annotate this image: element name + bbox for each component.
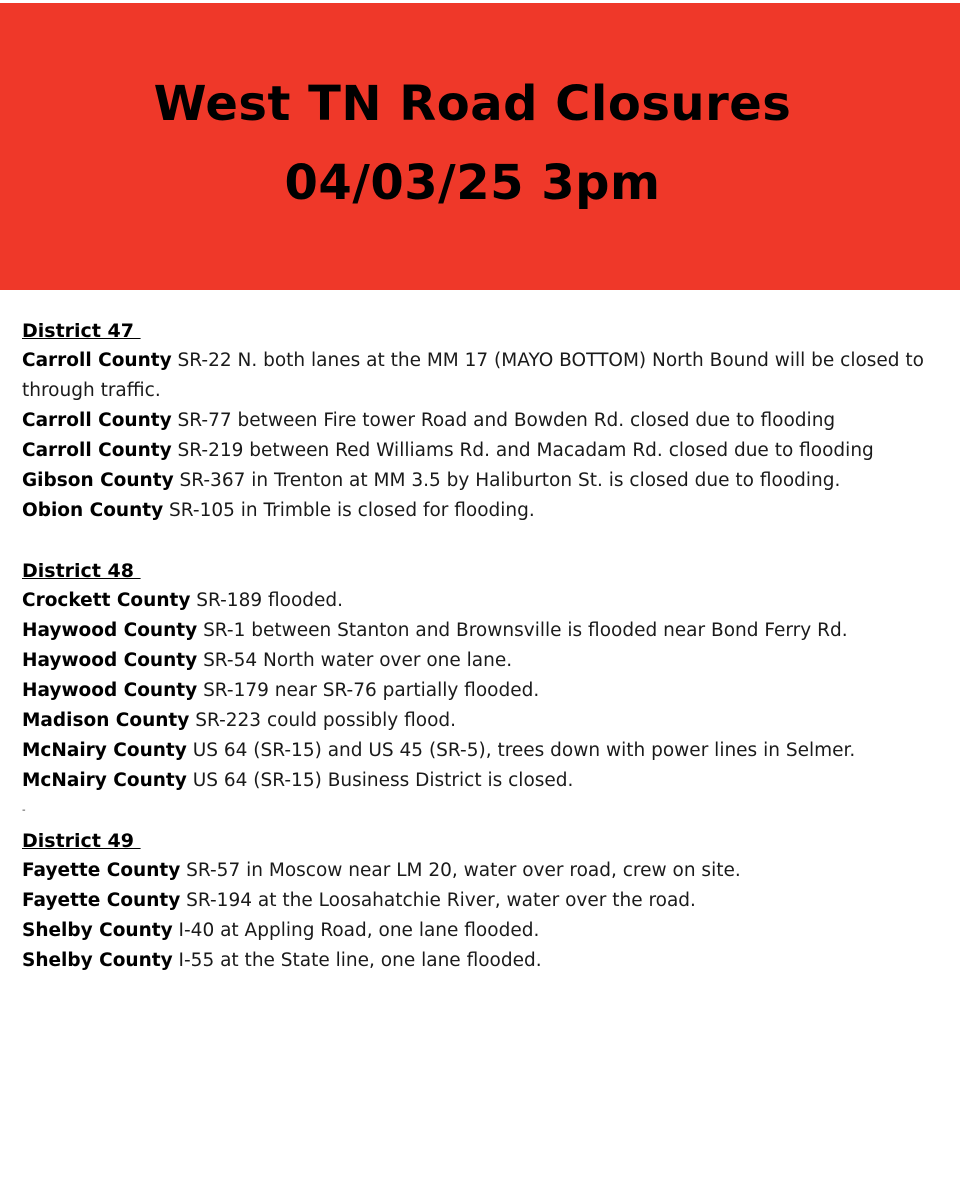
closure-entry [22,676,952,706]
closure-entry [22,886,952,916]
district-heading: District 48 [22,560,141,582]
district-heading: District 49 [22,830,141,852]
closure-text: SR-22 N. both lanes at the MM 17 (MAYO BOTTOM) North Bound will be closed to through traffic. [22,350,925,401]
county-name: Obion County [22,500,164,521]
closure-entry [22,736,952,766]
county-name: Shelby County [22,950,173,971]
closure-entry [22,616,952,646]
closure-text: I-40 at Appling Road, one lane flooded. [172,920,540,941]
closure-text: SR-77 between Fire tower Road and Bowden Rd. closed due to flooding [171,410,836,431]
district-49-section [22,826,952,976]
county-name: Carroll County [22,410,172,431]
closure-entry [22,706,952,736]
closure-text: SR-105 in Trimble is closed for flooding. [163,500,535,521]
closure-entry [22,586,952,616]
closure-entry [22,856,952,886]
district-heading: District 47 [22,320,141,342]
county-name: Haywood County [22,620,198,641]
closure-text: SR-223 could possibly flood. [189,710,457,731]
closures-list [22,316,952,976]
county-name: Fayette County [22,860,181,881]
closure-entry [22,646,952,676]
county-name: Shelby County [22,920,173,941]
district-47-section [22,316,952,526]
closure-text: SR-219 between Red Williams Rd. and Macadam Rd. closed due to flooding [171,440,874,461]
county-name: Haywood County [22,680,198,701]
county-name: McNairy County [22,770,187,791]
stray-dash-mark: - [22,805,26,816]
closure-text: SR-194 at the Loosahatchie River, water over the road. [180,890,696,911]
section-spacer [22,796,952,826]
closure-text: SR-179 near SR-76 partially flooded. [197,680,540,701]
title-banner [0,0,960,290]
closure-entry [22,946,952,976]
county-name: McNairy County [22,740,187,761]
banner-date: 04/03/25 3pm [284,155,661,211]
closure-text: US 64 (SR-15) and US 45 (SR-5), trees down with power lines in Selmer. [186,740,856,761]
closure-entry [22,346,952,406]
county-name: Crockett County [22,590,191,611]
county-name: Carroll County [22,440,172,461]
county-name: Gibson County [22,470,174,491]
county-name: Fayette County [22,890,181,911]
closure-entry [22,436,952,466]
county-name: Carroll County [22,350,172,371]
district-48-section [22,556,952,796]
closure-entry [22,406,952,436]
closure-text: SR-367 in Trenton at MM 3.5 by Haliburton St. is closed due to flooding. [173,470,841,491]
banner-title: West TN Road Closures [153,76,792,132]
closure-entry [22,466,952,496]
county-name: Haywood County [22,650,198,671]
closure-text: US 64 (SR-15) Business District is closed. [186,770,574,791]
closure-text: SR-57 in Moscow near LM 20, water over road, crew on site. [180,860,741,881]
closure-entry [22,496,952,526]
closure-text: SR-189 flooded. [190,590,344,611]
closure-text: SR-54 North water over one lane. [197,650,513,671]
closure-entry [22,766,952,796]
county-name: Madison County [22,710,190,731]
closure-text: I-55 at the State line, one lane flooded. [172,950,542,971]
section-spacer [22,526,952,556]
closure-entry [22,916,952,946]
closure-text: SR-1 between Stanton and Brownsville is flooded near Bond Ferry Rd. [197,620,848,641]
